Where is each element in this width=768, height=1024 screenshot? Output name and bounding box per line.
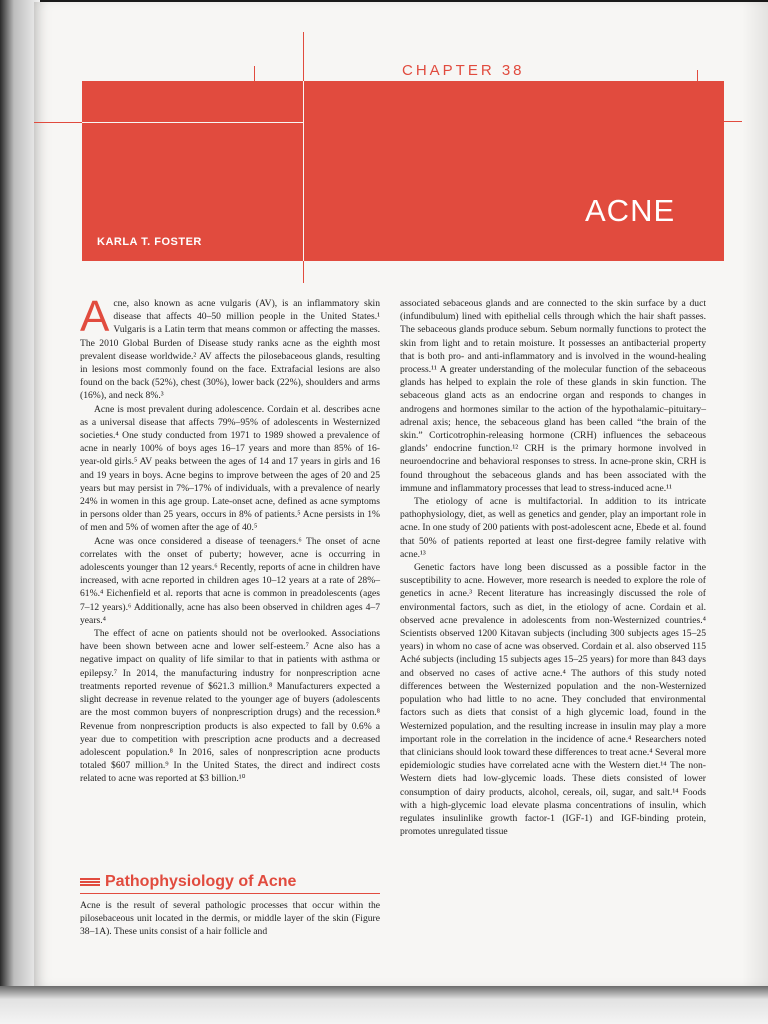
crop-line-bottom [303,261,304,283]
section-paragraph: Acne is the result of several pathologic processes that occur within the pilosebaceous unit located in the dermis, or middle layer of the skin (Figure 38–1A). These units consist of a hair follicle and [80,900,380,938]
drop-cap: A [80,292,110,341]
right-column [400,297,706,838]
body-paragraph: associated sebaceous glands and are connected to the skin surface by a duct (infundibulum) lined with epithelial cells through which the hair shaft passes. The sebaceous glands produce sebum. Sebum normally functions to protect the skin from light and to retain moisture. It possesses an antibacterial property that is both pro- and anti-inflammatory and is involved in the wound-healing process.¹¹ A greater understanding of the molecular function of the sebaceous glands has helped to explain the role of these glands in skin function. The sebaceous gland acts as an endocrine organ and responds to changes in androgens and hormones similar to the action of the hypothalamic–pituitary–adrenal axis; hence, the sebaceous gland has been called “the brain of the skin.” Corticotrophin-releasing hormone (CRH) influences the sebaceous glands’ endocrine function.¹² CRH is the primary hormone involved in neuroendocrine and behavioral responses to stress. In acne-prone skin, CRH is found throughout the sebaceous glands and has been associated with the immune and inflammatory processes that lead to stress-induced acne.¹¹ [400,298,706,494]
page-bottom-edge [0,986,768,1024]
chapter-author: KARLA T. FOSTER [97,236,202,248]
chapter-banner [82,81,724,261]
body-paragraph: Genetic factors have long been discussed as a possible factor in the susceptibility to acne. However, more research is needed to explore the role of genetics in acne.³ Recent literature has increasingly discussed the role of environmental factors, such as diet, in the etiology of acne. Cordain et al. observed acne prevalence in adolescents from non-Westernized countries.⁴ Scientists observed 1200 Kitavan subjects (including 300 subjects ages 15–25 years) in whom no case of acne was observed. Cordain et al. also observed 115 Aché subjects (including 15 subjects ages 15–25 years) for more than 843 days and observed no cases of active acne.⁴ The authors of this study noted differences between the Westernized population and the non-Westernized population who had little to no acne. They concluded that environmental factors such as diets that consist of a high glycemic load, found in the Westernized population, and the resulting increase in insulin may play a more important role in the correlation in the incidence of acne.⁴ Researchers noted that clinicians should look toward these differences to treat acne.⁴ Several more epidemiologic studies have correlated acne with the Western diet.¹⁴ The non-Western diets had low-glycemic loads. These diets consisted of lower consumption of dairy products, alcohol, cereals, oil, sugar, and salt.¹⁴ Foods with a high-glycemic load elevate plasma concentrations of insulin, which regulates insulinlike growth factor-1 (IGF-1) and IGF-binding protein, promotes unregulated tissue [400,562,706,838]
crop-tick-right [697,70,698,81]
body-paragraph: The effect of acne on patients should not be overlooked. Associations have been shown between acne and lower self-esteem.⁷ Acne also has a negative impact on quality of life similar to that in patients with asthma or epilepsy.⁷ In 2014, the manufacturing industry for nonprescription acne treatments reported revenue of $621.3 million.⁸ Manufacturers expected a slight decrease in revenue related to the younger age of buyers (adolescents are the most common buyers of nonprescription drugs) and the recession.⁸ Revenue from nonprescription products is also expected to fall by 0.6% a year due to competition with prescription acne products and a decreased adolescent population.⁸ In 2016, sales of nonprescription acne products totaled $607 million.⁹ In the United States, the direct and indirect costs related to acne was reported at $3 billion.¹⁰ [80,628,380,785]
body-paragraph: Acne is most prevalent during adolescence. Cordain et al. describes acne as a universal disease that affects 79%–95% of adolescents in Westernized societies.⁴ One study conducted from 1971 to 1989 showed a prevalence of acne in nearly 100% of boys ages 16–17 years and more than 85% of 16-year-old girls.⁵ AV peaks between the ages of 14 and 17 years in girls and 16 and 19 years in boys. Acne begins to improve between the ages of 20 and 25 years but may persist in 7%–17% of individuals, with a prevalence of nearly 24% in women in this age group. Late-onset acne, defined as acne symptoms in persons older than 25 years, occurs in 8% of patients.⁵ Acne persists in 1% of men and 5% of women after the age of 40.⁵ [80,403,380,534]
body-paragraph: Acne was once considered a disease of teenagers.⁶ The onset of acne correlates with the onset of puberty; however, acne is occurring in adolescents younger than 12 years.⁶ Recently, reports of acne in children have increased, with acne reported in children ages 10–12 years at a rate of 28%–61%.⁴ Eichenfield et al. reports that acne is common in preadolescents (ages 7–12 years).⁶ Additionally, acne has also been observed in children ages 4–7 years.⁴ [80,535,380,626]
section-heading-text: Pathophysiology of Acne [105,873,297,890]
chapter-title: ACNE [585,193,676,228]
section-heading [80,873,296,891]
crop-tick-left [254,66,255,81]
page-right-edge [742,0,768,986]
chapter-number: CHAPTER 38 [402,62,525,79]
intro-text: cne, also known as acne vulgaris (AV), is an inflammatory skin disease that affects 40–50 million people in the United States.¹ Vulgaris is a Latin term that means common or affecting the masses. The 2010 Global Burden of Disease study ranks acne as the eighth most prevalent disease worldwide.² AV affects the pilosebaceous glands, resulting in lesions most commonly found on the face. Extrafacial lesions are also found on the back (52%), chest (30%), lower back (22%), shoulders and arms (16%), and neck 8%.³ [80,298,380,402]
section-body [80,899,380,939]
intro-paragraph [80,292,380,403]
crop-line-right [724,121,742,122]
body-paragraph: The etiology of acne is multifactorial. In addition to its intricate pathophysiology, diet, as well as genetics and gender, play an important role in acne. In one study of 200 patients with post-adolescent acne, Ebede et al. found that 50% of patients reported at least one first-degree family relative with acne.¹³ [400,496,706,560]
left-column [80,292,380,786]
crop-line-banner [303,81,304,261]
section-marker-icon [80,878,100,887]
crop-line-left [34,122,82,123]
crop-line-banner-horizontal [82,122,303,123]
section-rule [80,893,380,894]
crop-line-top [303,32,304,81]
